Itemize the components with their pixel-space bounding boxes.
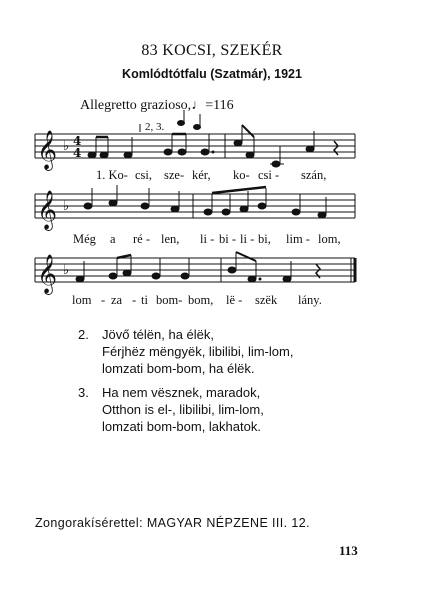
lyric-syllable: lë -: [226, 293, 243, 307]
quarter-note-icon: ♩: [191, 98, 206, 113]
lyric-syllable: csi,: [135, 168, 153, 182]
staff-2-notes: [84, 185, 326, 218]
lyric-syllable: li -: [240, 232, 255, 246]
staff-3-notes: [76, 252, 320, 282]
flat-icon: ♭: [63, 139, 70, 154]
lyric-syllable: -: [101, 293, 106, 307]
lyric-syllable: -: [132, 293, 137, 307]
song-title: 83 KOCSI, SZEKÉR: [141, 42, 283, 59]
lyric-syllable: bi,: [258, 232, 271, 246]
lyric-syllable: bom-: [156, 293, 183, 307]
lyric-syllable: sze-: [164, 168, 185, 182]
verse-number: 3.: [78, 385, 89, 400]
lyric-syllable: ko-: [233, 168, 250, 182]
tempo-text: Allegretto grazioso,: [80, 98, 192, 113]
treble-clef-icon: 𝄞: [37, 130, 58, 170]
lyric-syllable: za: [111, 293, 123, 307]
verse-line: Férjhëz mëngyëk, libilibi, lim-lom,: [102, 344, 294, 359]
lyric-syllable: lom,: [318, 232, 341, 246]
verse-line: lomzati bom-bom, lakhatok.: [102, 419, 261, 434]
lyric-syllable: szëk: [255, 293, 278, 307]
accompaniment-reference: Zongorakísérettel: MAGYAR NÉPZENE III. 12.: [35, 516, 310, 530]
metronome-value: =116: [205, 98, 234, 113]
verse-lines: [102, 384, 264, 435]
verse-line: Otthon is el-, libilibi, lim-lom,: [102, 402, 264, 417]
verse-lines: [102, 326, 293, 377]
flat-icon: ♭: [63, 199, 70, 214]
lyric-syllable: csi -: [258, 168, 280, 182]
page-number: 113: [339, 543, 358, 558]
staff-2: [35, 194, 355, 218]
lyric-syllable: li -: [200, 232, 215, 246]
verse-line: lomzati bom-bom, ha élëk.: [102, 361, 255, 376]
song-origin: Komlódtótfalu (Szatmár), 1921: [122, 67, 302, 81]
lyric-syllable: lány.: [298, 293, 322, 307]
verse-line: Ha nem vësznek, maradok,: [102, 385, 261, 400]
lyric-syllable: ré -: [133, 232, 150, 246]
lyric-syllable: len,: [161, 232, 180, 246]
lyric-syllable: bi -: [219, 232, 237, 246]
lyric-syllable: ti: [141, 293, 148, 307]
lyric-syllable: kér,: [192, 168, 211, 182]
verse-line: Jövő télën, ha élëk,: [102, 327, 215, 342]
lyric-syllable: lom: [72, 293, 92, 307]
time-signature-bottom: 4: [73, 146, 82, 160]
verse-number: 2.: [78, 327, 89, 342]
treble-clef-icon: 𝄞: [37, 190, 58, 230]
flat-icon: ♭: [63, 263, 70, 278]
treble-clef-icon: 𝄞: [37, 254, 58, 294]
lyric-syllable: a: [110, 232, 116, 246]
volta-label: 2, 3.: [145, 121, 165, 133]
lyric-syllable: lim -: [286, 232, 310, 246]
time-signature-top: 4: [73, 134, 82, 148]
lyric-syllable: Még: [73, 232, 96, 246]
lyric-syllable: 1. Ko-: [96, 168, 128, 182]
lyric-syllable: szán,: [301, 168, 327, 182]
lyric-syllable: bom,: [188, 293, 214, 307]
staff-1: [35, 134, 355, 158]
